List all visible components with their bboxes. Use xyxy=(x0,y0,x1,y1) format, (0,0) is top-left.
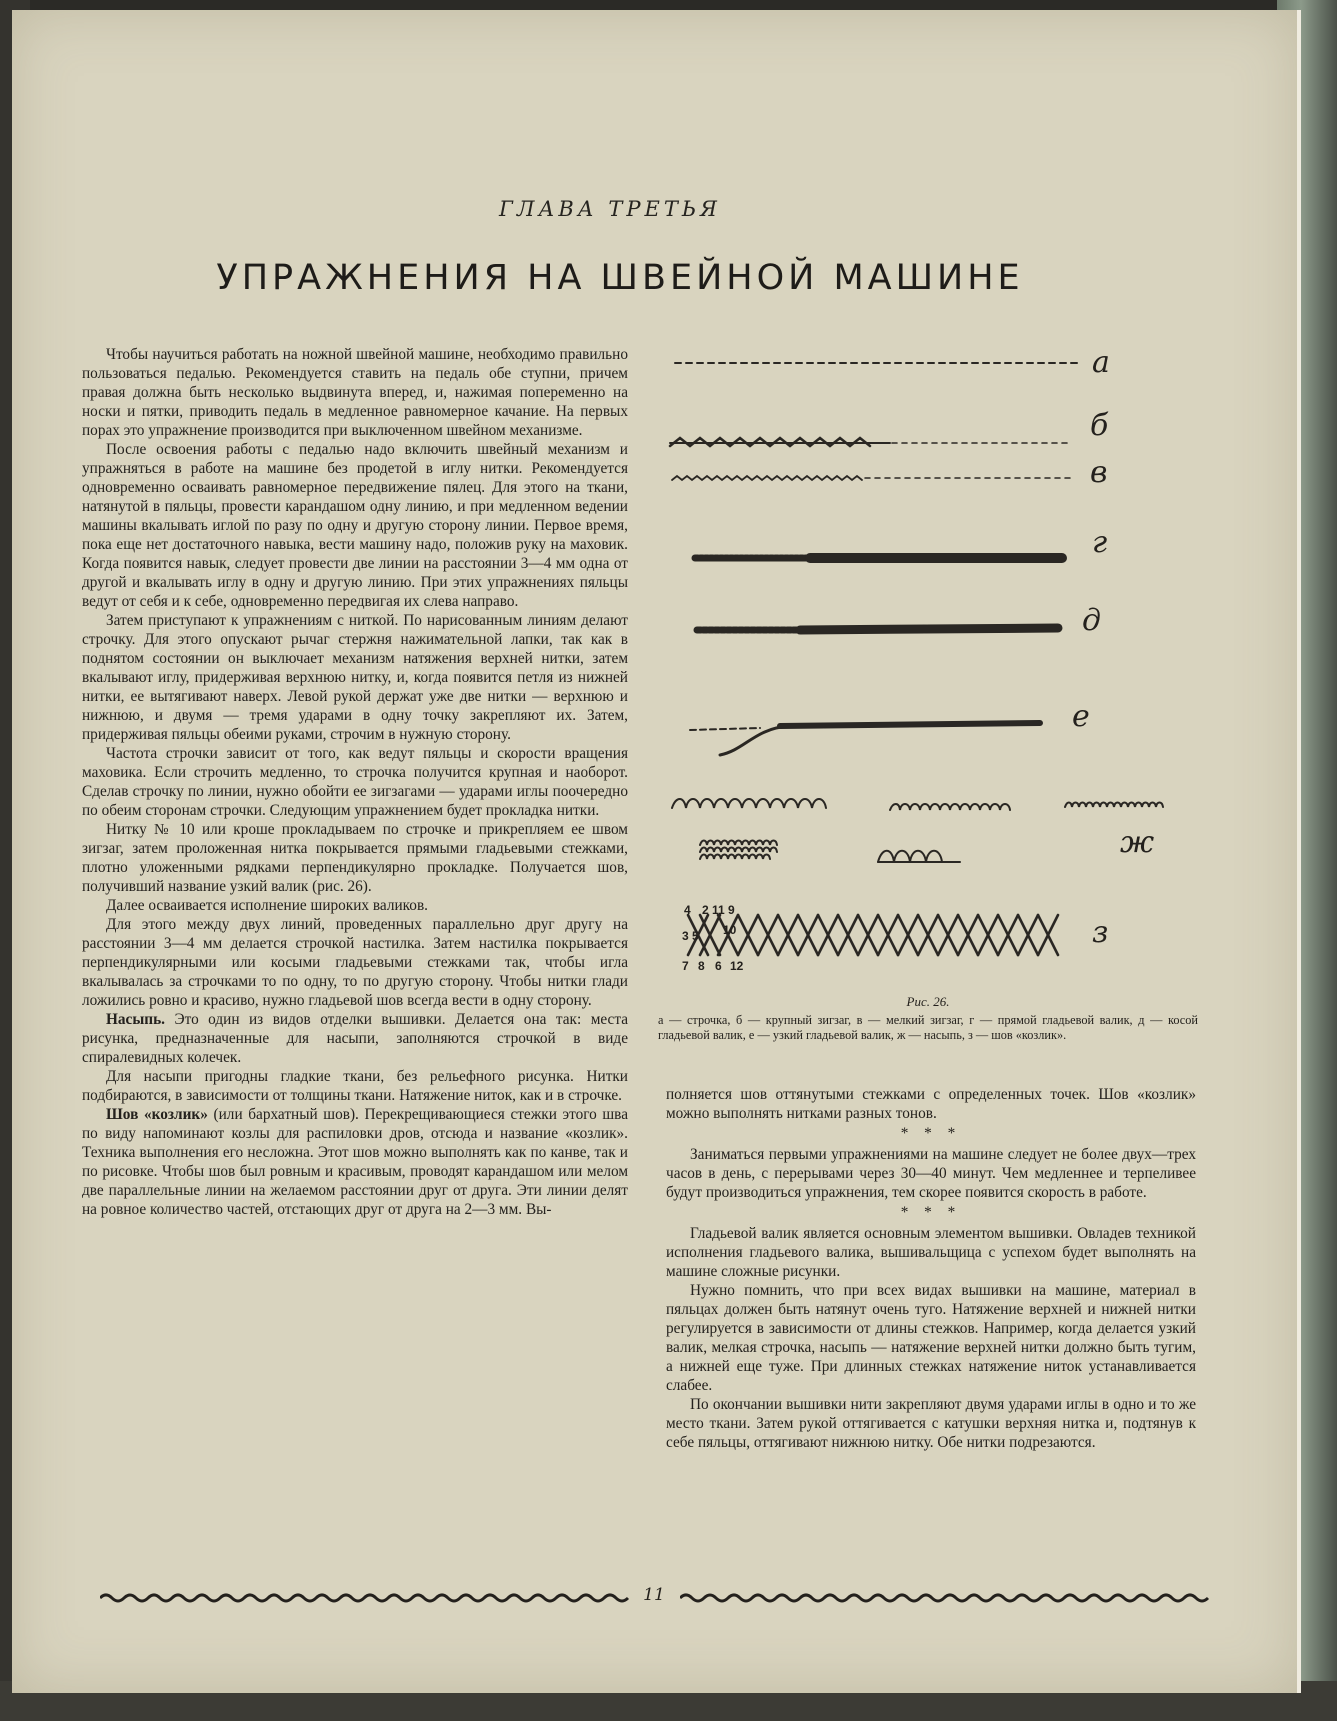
paragraph: По окончании вышивки нити закрепляют двумя ударами иглы в одно и то же место ткани. Затем рукой оттягивается с катушки верхняя нитка и, подтянув к себе пяльцы, оттягивают нижнюю нитку. Обе нитки подрезаются. xyxy=(666,1396,1196,1451)
figure-letter-g: г xyxy=(1092,525,1108,560)
figure-caption-text: а — строчка, б — крупный зигзаг, в — мелкий зигзаг, г — прямой гладьевой валик, д — косой гладьевой валик, е — узкий гладьевой валик, ж — насыпь, з — шов «козлик». xyxy=(658,1013,1198,1042)
figure-letter-b: б xyxy=(1090,408,1109,443)
paragraph: После освоения работы с педалью надо включить швейный механизм и упражняться в работе на машине без продетой в иглу нитки. Рекомендуется одновременно осваивать равномерное передвижение пялец. Для этого на ткани, натянутой в пяльцы, провести карандашом одну линию, и при медленном ведении машины вкалывать иглой по разу по одну и другую сторону линии. Первое время, пока еще нет достаточного навыка, вести машину надо, положив руку на маховик. Когда появится навык, следует провести две линии на расстоянии 3—4 мм одна от другой и вкалывать иглу в одну и другую линию. При этих упражнениях пяльцы ведут от себя и к себе, одновременно передвигая их слева направо. xyxy=(82,441,628,610)
stitch-number: 2 xyxy=(702,903,709,917)
page-title: УПРАЖНЕНИЯ НА ШВЕЙНОЙ МАШИНЕ xyxy=(216,258,1024,298)
figure-letter-v: в xyxy=(1090,455,1108,490)
figure-caption xyxy=(658,994,1198,1043)
figure-letter-zh: ж xyxy=(1120,825,1155,860)
page-number: 11 xyxy=(643,1585,665,1605)
figure-label: Рис. 26. xyxy=(906,994,950,1009)
paragraph: Далее осваивается исполнение широких валиков. xyxy=(106,897,429,914)
stitch-narrow-satin-roll-sample xyxy=(690,723,1040,755)
stitch-number: 11 xyxy=(712,903,725,917)
stitch-number: 5 xyxy=(692,929,699,943)
footer-ornament-left xyxy=(100,1590,630,1606)
stitch-number: 8 xyxy=(698,959,705,970)
paragraph: Гладьевой валик является основным элементом вышивки. Овладев техникой исполнения гладьевого валика, вышивальщица с успехом будет выполнять на машине сложные рисунки. xyxy=(666,1225,1196,1280)
stitch-number: 7 xyxy=(682,959,689,970)
right-column xyxy=(666,1085,1196,1452)
stitch-number: 12 xyxy=(730,959,744,970)
figure-letter-d: д xyxy=(1082,603,1102,638)
paragraph xyxy=(82,1010,628,1067)
left-column xyxy=(82,345,628,1219)
paragraph: Для этого между двух линий, проведенных параллельно друг другу на расстоянии 3—4 мм делается строчкой настилка. Затем настилка покрывается перпендикулярными или косыми гладьевыми стежками так, чтобы игла вкалывалась за строчками то по одну, то по другую сторону. Чтобы нитки глади ложились ровно и красиво, нужно гладьевой шов всегда вести в одну сторону. xyxy=(82,916,628,1009)
stitch-number: 4 xyxy=(684,903,691,917)
paragraph: Нужно помнить, что при всех видах вышивки на машине, материал в пяльцах должен быть натянут очень туго. Натяжение верхней и нижней нитки регулируется в зависимости от длины стежков. Например, когда делается узкий валик, мелкая строчка, насыпь — натяжение верхней нитки должно быть тугим, а нижней еще туже. При длинных стежках натяжение ниток устанавливается слабее. xyxy=(666,1282,1196,1394)
paragraph: Для насыпи пригодны гладкие ткани, без рельефного рисунка. Нитки подбираются, в зависимости от толщины ткани. Натяжение ниток, как и в строчке. xyxy=(82,1068,628,1104)
paragraph: полняется шов оттянутыми стежками с определенных точек. Шов «козлик» можно выполнять нитками разных тонов. xyxy=(666,1086,1196,1122)
stitch-number: 6 xyxy=(715,959,722,970)
run-in-heading: Шов «козлик» xyxy=(106,1106,208,1123)
paragraph: Чтобы научиться работать на ножной швейной машине, необходимо правильно пользоваться педалью. Рекомендуется ставить на педаль обе ступни, причем правая должна быть несколько выдвинута вперед, и, нажимая попеременно на носки и пятки, приводить педаль в медленное равномерное качание. На первых порах это упражнение производится при выключенном швейном механизме. xyxy=(82,346,628,439)
stitch-number: 10 xyxy=(723,923,737,937)
figure-letter-a: а xyxy=(1092,345,1110,380)
paragraph xyxy=(82,1105,628,1219)
footer-ornament-right xyxy=(680,1590,1210,1606)
stitch-large-zigzag-sample xyxy=(670,438,1070,446)
stitch-slanted-satin-roll-sample xyxy=(697,628,1058,630)
run-in-heading: Насыпь. xyxy=(106,1011,166,1028)
stitch-illustration xyxy=(660,330,1220,970)
paragraph: Нитку № 10 или кроше прокладываем по строчке и прикрепляем ее швом зигзаг, затем проложенная нитка покрывается прямыми гладьевыми стежками, плотно уложенными рядками перпендикулярно прокладке. Получается шов, получивший название узкий валик (рис. 26). xyxy=(82,821,628,895)
paragraph: Затем приступают к упражнениям с ниткой. По нарисованным линиям делают строчку. Для этого опускают рычаг стержня нажимательной лапки, так как в поднятом состоянии он выключает механизм натяжения верхней нитки, затем вкалывают иглу, придерживая верхнюю нитку, и, когда появится петля из нижней нитки, ее вытягивают наверх. Левой рукой держат уже две нитки — верхнюю и нижнюю, и двумя — тремя ударами в одну точку закрепляют их. Затем, придерживая пяльцы обеими руками, строчим в нужную сторону. xyxy=(82,612,628,743)
figure-letter-e: е xyxy=(1072,699,1090,734)
stitch-number: 3 xyxy=(682,929,689,943)
section-separator: * * * xyxy=(900,1204,962,1221)
figure-letter-z: з xyxy=(1092,915,1109,950)
paragraph-text: Это один из видов отделки вышивки. Делается она так: места рисунка, предназначенные для насыпи, заполняются строчкой в виде спиралевидных колечек. xyxy=(82,1011,628,1066)
paragraph-text: (или бархатный шов). Перекрещивающиеся стежки этого шва по виду напоминают козлы для распиловки дров, отсюда и название «козлик». Техника выполнения его несложна. Этот шов можно выполнять как по канве, так и по рисовке. Чтобы шов был ровным и красивым, проводят карандашом или мелом две параллельные линии на желаемом расстоянии друг от друга. Эти линии делят на ровное количество частей, отстающих друг от друга на 2—3 мм. Вы- xyxy=(82,1106,628,1218)
chapter-label: ГЛАВА ТРЕТЬЯ xyxy=(499,197,721,221)
stitch-number: 9 xyxy=(728,903,735,917)
section-separator: * * * xyxy=(900,1125,962,1142)
paragraph: Частота строчки зависит от того, как ведут пяльцы и скорости вращения маховика. Если строчить медленно, то строчка получится крупная и наоборот. Сделав строчку по линии, нужно обойти ее зигзагами — ударами иглы поочередно по обеим сторонам строчки. Следующим упражнением будет прокладка нитки. xyxy=(82,745,628,819)
stitch-small-zigzag-sample xyxy=(672,476,1070,480)
stitch-figure xyxy=(660,330,1220,970)
paragraph: Заниматься первыми упражнениями на машине следует не более двух—трех часов в день, с перерывами через 30—40 минут. Чем медленнее и терпеливее будут производиться упражнения, тем скорее появится скорость в работе. xyxy=(666,1146,1196,1201)
stitch-herringbone-sample xyxy=(688,915,1080,955)
stitch-seed-fill-sample xyxy=(672,799,1163,862)
